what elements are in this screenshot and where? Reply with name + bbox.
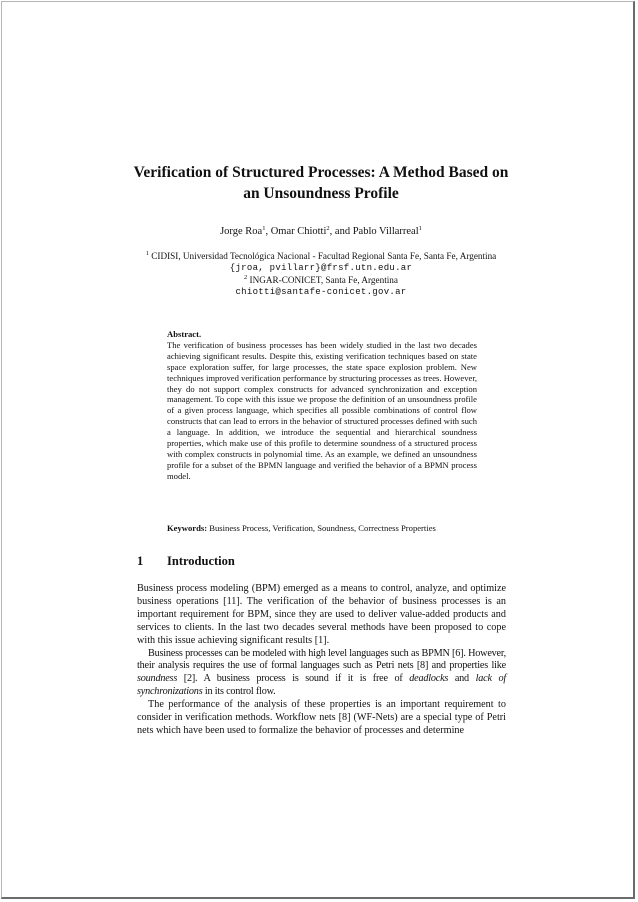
affiliation-2-mark: 2 (244, 274, 248, 281)
intro-p2-soundness: soundness (137, 673, 178, 685)
intro-p2-part-a: Business processes can be modeled with high level languages such as BPMN [6]. However, their analysis requires the use of formal languages such as Petri nets [8] and properties like (137, 647, 506, 672)
title-line-1: Verification of Structured Processes: A Method Based on (133, 164, 509, 181)
affiliation-1-mark: 1 (145, 250, 149, 257)
intro-p2-part-b: [2]. A business process is sound if it is free of (177, 673, 410, 685)
author-list (2, 226, 638, 237)
affiliations (2, 250, 638, 298)
affiliation-1 (2, 250, 638, 262)
keywords (167, 523, 487, 533)
page-frame (1, 1, 635, 899)
abstract (167, 329, 477, 482)
intro-p2-part-c: and (448, 673, 476, 685)
section-heading (137, 554, 235, 569)
author-villarreal-affil-mark: 1 (418, 225, 422, 232)
intro-paragraph-3: The performance of the analysis of these properties is an important requirement to consider in verification methods. Workflow nets [8] (WF-Nets) are a special type of Petri nets which have been used to formalize the behavior of processes and determine (137, 699, 506, 736)
author-roa-affil-mark: 1 (262, 225, 266, 232)
affiliation-1-email: {jroa, pvillarr}@frsf.utn.edu.ar (229, 263, 413, 273)
paper-title (2, 162, 638, 204)
abstract-label: Abstract. (167, 329, 202, 339)
author-villarreal: , and Pablo Villarreal (329, 226, 419, 237)
abstract-text: The verification of business processes has been widely studied in the last two decades achieving significant results. Despite this, existing verification techniques based on state space exploration suffer, for large processes, the state space explosion problem. New techniques improved verification performance by structuring processes as trees. However, they do not support complex constructs for advanced synchronization and exception management. To cope with this issue we propose the definition of an unsoundness profile of a given process language, which specifies all possible combinations of control flow constructs that can lead to errors in the behavior of structured processes defined with such a language. In addition, we introduce the sequential and hierarchical soundness properties, which make use of this profile to determine soundness of a structured process with complex constructs in polynomial time. As an example, we defined an unsoundness profile for a subset of the BPMN language and verified the behavior of a BPMN process model. (167, 339, 477, 481)
author-roa: Jorge Roa (220, 226, 263, 237)
affiliation-2-email: chiotti@santafe-conicet.gov.ar (235, 287, 407, 297)
intro-paragraph-2 (137, 648, 506, 700)
section-title: Introduction (167, 554, 235, 568)
affiliation-2-text: INGAR-CONICET, Santa Fe, Argentina (247, 275, 398, 285)
intro-paragraph-1: Business process modeling (BPM) emerged as a means to control, analyze, and optimize business operations [11]. The verification of the behavior of business processes is an important requirement for BPM, since they are used to deliver value-added products and services to clients. In the last two decades several methods have been proposed to cope with this issue achieving significant results [1]. (137, 583, 506, 646)
keywords-text: Business Process, Verification, Soundness, Correctness Properties (207, 523, 436, 533)
author-chiotti-affil-mark: 2 (326, 225, 330, 232)
intro-p2-deadlocks: deadlocks (409, 673, 449, 685)
intro-p2-lack-of-synchronizations: lack of synchronizations (137, 673, 506, 698)
keywords-label: Keywords: (167, 523, 208, 533)
introduction-body (137, 583, 506, 738)
section-number: 1 (137, 554, 144, 568)
title-line-2: an Unsoundness Profile (243, 185, 399, 202)
intro-p2-part-d: in its control flow. (202, 686, 276, 698)
affiliation-2 (2, 274, 638, 286)
author-chiotti: , Omar Chiotti (265, 226, 327, 237)
affiliation-1-text: CIDISI, Universidad Tecnológica Nacional - Facultad Regional Santa Fe, Santa Fe, Argentina (148, 251, 497, 261)
